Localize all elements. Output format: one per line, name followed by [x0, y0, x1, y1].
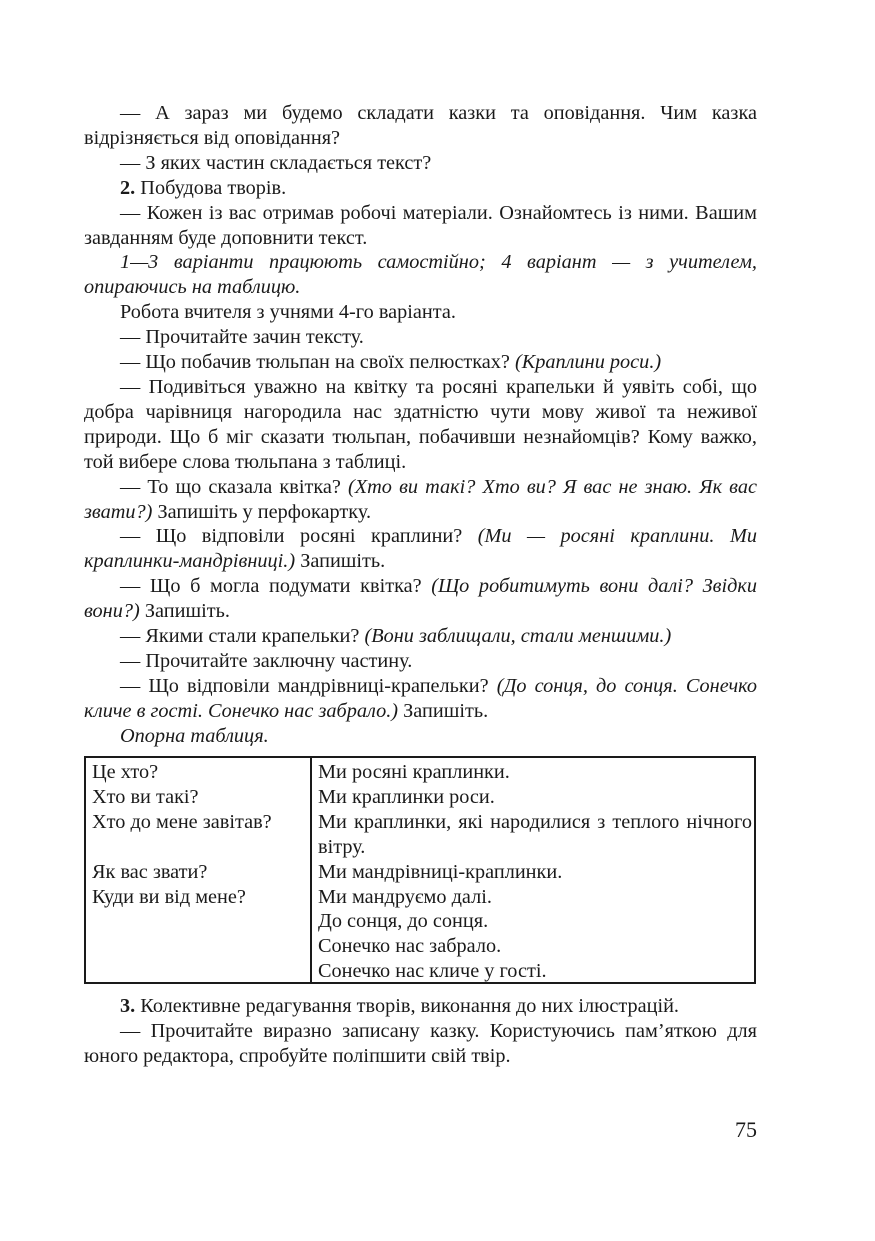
answer-text: (Вони заблищали, стали меншими.) [364, 625, 672, 648]
table-cell: Хто до мене завітав? [92, 810, 272, 833]
paragraph [84, 151, 757, 176]
text: Робота вчителя з учнями 4-го варіанта. [120, 301, 456, 324]
answer-text: (До сонця, до сонця. Сонечко кличе в гості. Сонечко нас забрало.) [84, 674, 757, 722]
answer-text: (Краплини роси.) [515, 351, 662, 374]
text: Запишіть у перфокартку. [157, 500, 372, 523]
text: — Кожен із вас отримав робочі матеріали. Ознайомтесь із ними. Вашим завданням буде доповнити текст. [84, 201, 757, 249]
main-text [84, 101, 757, 749]
table-cell: Ми краплинки роси. [318, 785, 495, 808]
text: — Прочитайте заключну частину. [120, 649, 413, 672]
paragraph [84, 574, 757, 624]
table-cell: Як вас звати? [92, 860, 208, 883]
text: — Прочитайте виразно записану казку. Користуючись пам’яткою для юного редактора, спробуйте поліпшити свій твір. [84, 1019, 757, 1067]
text: — Що б могла подумати квітка? [120, 575, 422, 598]
paragraph [84, 101, 757, 151]
table-cell: Сонечко нас забрало. [318, 935, 502, 958]
text: — Якими стали крапельки? [120, 625, 360, 648]
text: Побудова творів. [140, 176, 287, 199]
table-answers [318, 760, 752, 984]
table-cell: Ми краплинки, які народилися з теплого нічного вітру. [318, 810, 752, 858]
table-divider [310, 758, 312, 982]
table-cell: Ми мандруємо далі. [318, 885, 492, 908]
text: — Що відповіли росяні краплини? [120, 525, 463, 548]
table-cell: Сонечко нас кличе у гості. [318, 960, 547, 983]
text: 1—3 варіанти працюють самостійно; 4 варіант — з учителем, опираючись на таблицю. [84, 251, 757, 299]
paragraph [84, 375, 757, 475]
text: Опорна таблиця. [120, 724, 269, 747]
text: Запишіть. [300, 550, 386, 573]
table-cell: До сонця, до сонця. [318, 910, 489, 933]
paragraph [84, 674, 757, 724]
page-number: 75 [735, 1117, 757, 1142]
text: — А зараз ми будемо складати казки та оповідання. Чим казка відрізняється від оповідання? [84, 102, 757, 149]
section-heading [84, 176, 757, 201]
paragraph [84, 649, 757, 674]
paragraph-italic [84, 250, 757, 300]
paragraph [84, 524, 757, 574]
paragraph [84, 201, 757, 251]
text: — Що побачив тюльпан на своїх пелюстках? [120, 351, 510, 374]
text: — З яких частин складається текст? [120, 151, 432, 174]
table-cell: Куди ви від мене? [92, 885, 246, 908]
text: — То що сказала квітка? [120, 475, 341, 498]
answer-text: (Хто ви такі? Хто ви? Я вас не знаю. Як вас звати?) [84, 475, 757, 523]
table-cell: Хто ви такі? [92, 785, 199, 808]
text: Запишіть. [403, 699, 489, 722]
text: — Прочитайте зачин тексту. [120, 326, 364, 349]
section-number: 3. [120, 995, 136, 1017]
paragraph [84, 1019, 757, 1069]
text: — Що відповіли мандрівниці-крапельки? [120, 674, 489, 697]
section-number: 2. [120, 176, 136, 199]
paragraph [84, 475, 757, 525]
after-table-text [84, 994, 757, 1069]
table-caption [84, 724, 757, 749]
table-cell-spacer [92, 835, 306, 860]
section-heading [84, 994, 757, 1019]
answer-text: (Що робитимуть вони далі? Звідки вони?) [84, 575, 758, 623]
text: — Подивіться уважно на квітку та росяні крапельки й уявіть собі, що добра чарівниця нагородила нас здатністю чути мову живої та неживої природи. Що б міг сказати тюльпан, побачивши незнайомців? Кому важко, той вибере слова тюльпана з таблиці. [84, 375, 757, 473]
paragraph [84, 350, 757, 375]
paragraph [84, 300, 757, 325]
table-cell: Ми росяні краплинки. [318, 761, 510, 783]
table-questions [92, 760, 306, 909]
reference-table [84, 756, 756, 984]
table-cell: Це хто? [92, 761, 159, 783]
text: Запишіть. [144, 600, 230, 623]
table-cell: Ми мандрівниці-краплинки. [318, 860, 563, 883]
paragraph [84, 624, 757, 649]
paragraph [84, 325, 757, 350]
answer-text: (Ми — росяні краплини. Ми краплинки-мандрівниці.) [84, 525, 757, 573]
text: Колективне редагування творів, виконання до них ілюстрацій. [140, 995, 679, 1017]
